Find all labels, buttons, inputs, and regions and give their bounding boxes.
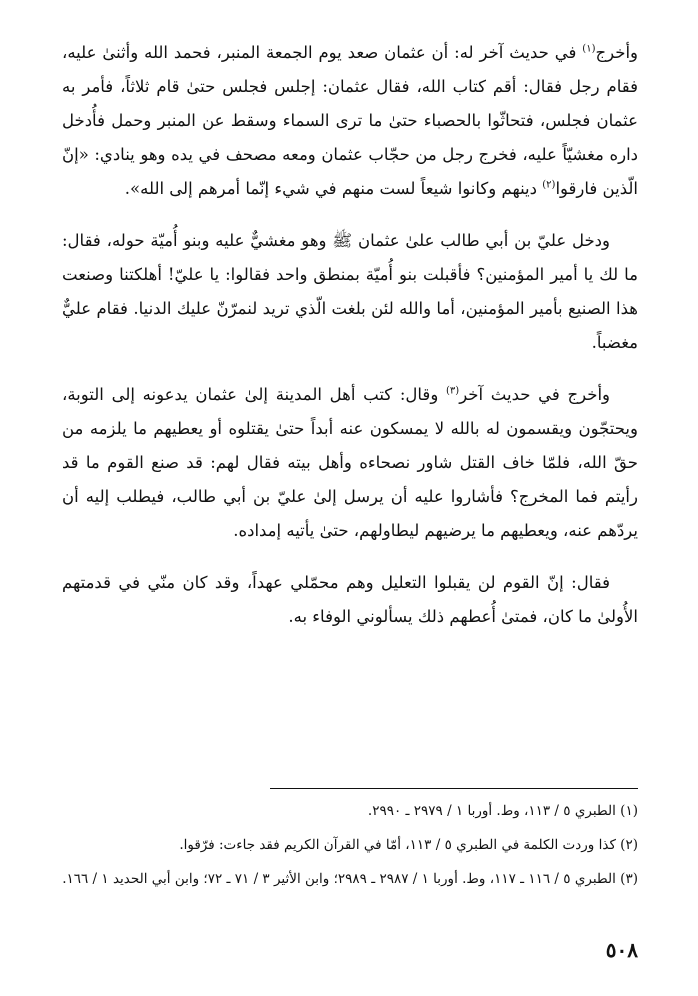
paragraph-1-part-b: في حديث آخر له: أن عثمان صعد يوم الجمعة المنبر، فحمد الله وأثنىٰ عليه، فقام رجل فقال: أقم كتاب الله، فقال عثمان: إجلس فجلس حتىٰ قام ثلاثاً، فأمر به عثمان فجلس، فتحاثّوا بالحصباء حتىٰ ما ترى السماء وسقط عن المنبر وحمل فأُدخل داره مغشيّاً عليه، فخرج رجل من حجّاب عثمان ومعه مصحف في يده وهو ينادي: «إنّ الّذين فارقوا: [62, 43, 638, 198]
footnote-1-text: الطبري ٥ / ١١٣، وط. أوربا ١ / ٢٩٧٩ ـ ٢٩٩٠.: [367, 803, 616, 819]
footnote-1-number: (١): [620, 803, 638, 819]
paragraph-3: [62, 378, 638, 548]
footnote-ref-1: (١): [582, 43, 596, 55]
footnote-2-text: كذا وردت الكلمة في الطبري ٥ / ١١٣، أمّا في القرآن الكريم فقد جاءت: فرّقوا.: [179, 837, 616, 853]
paragraph-1: [62, 36, 638, 206]
footnote-3-number: (٣): [620, 871, 638, 887]
paragraph-4: فقال: إنّ القوم لن يقبلوا التعليل وهم محمّلي عهداً، وقد كان منّي في قدمتهم الأُولىٰ ما كان، فمتىٰ أُعطهم ذلك يسألوني الوفاء به.: [62, 573, 638, 626]
page-number: ٥٠٨: [605, 938, 638, 962]
footnote-ref-3: (٣): [446, 385, 460, 397]
paragraph-3-part-a: وأخرج في حديث آخر: [459, 385, 610, 404]
paragraph-2: ودخل عليّ بن أبي طالب علىٰ عثمان ﷺ وهو مغشيٌّ عليه وبنو أُميّة حوله، فقال: ما لك يا أمير المؤمنين؟ فأقبلت بنو أُميّة بمنطق واحد فقالوا: يا عليّ! أهلكتنا وصنعت هذا الصنيع بأمير المؤمنين، أما والله لئن بلغت الّذي تريد لنمرّنّ عليك الدنيا. فقام عليٌّ مغضباً.: [62, 231, 638, 352]
paragraph-3-part-b: وقال: كتب أهل المدينة إلىٰ عثمان يدعونه إلى التوبة، ويحتجّون ويقسمون له بالله لا يمسكون عنه أبداً حتىٰ يقتلوه أو يعطيهم ما يلزمه من حقّ الله، فلمّا خاف القتل شاور نصحاءه وأهل بيته فقال لهم: قد صنع القوم ما قد رأيتم فما المخرج؟ فأشاروا عليه أن يرسل إلىٰ عليّ بن أبي طالب، فيطلب إليه أن يردّهم عنه، ويعطيهم ما يرضيهم ليطاولهم، حتىٰ يأتيه إمداده.: [62, 385, 638, 540]
footnote-2: [62, 832, 638, 859]
footnote-ref-2: (٢): [542, 179, 556, 191]
footnotes: [62, 798, 638, 900]
footnote-3-text: الطبري ٥ / ١١٦ ـ ١١٧، وط. أوربا ١ / ٢٩٨٧ ـ ٢٩٨٩؛ وابن الأثير ٣ / ٧١ ـ ٧٢؛ وابن أبي الحديد ١ / ١٦٦.: [62, 871, 616, 887]
main-text: [62, 36, 638, 652]
footnote-divider: [270, 788, 638, 789]
paragraph-1-part-a: وأخرج: [595, 43, 638, 62]
paragraph-1-part-c: دينهم وكانوا شيعاً لست منهم في شيء إنّما أمرهم إلى الله».: [124, 179, 543, 198]
footnote-1: [62, 798, 638, 825]
footnote-2-number: (٢): [620, 837, 638, 853]
footnote-3: [62, 866, 638, 893]
